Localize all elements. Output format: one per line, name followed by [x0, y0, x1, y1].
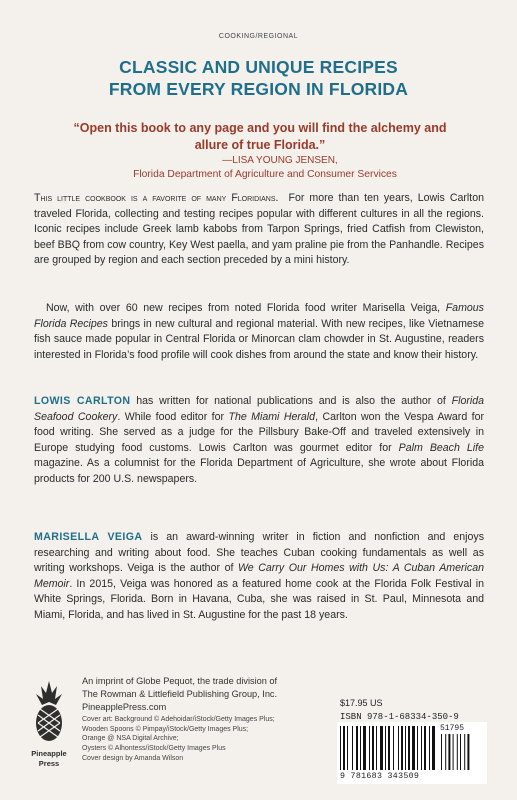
publisher-website: PineapplePress.com: [82, 702, 167, 712]
credit-line: Wooden Spoons © Pimpay/iStock/Getty Images Plus;: [82, 725, 249, 733]
category-label: COOKING/REGIONAL: [218, 33, 299, 40]
credit-line: Cover design by Amanda Wilson: [82, 754, 184, 762]
intro-lead: This little cookbook is a favorite of many Floridians.: [34, 192, 279, 204]
bio-carlton-text-4: magazine. As a columnist for the Florida Department of Agriculture, she wrote about Florida products for 200 U.S. newspapers.: [34, 457, 484, 485]
bio-veiga-book: We Carry Our Homes with Us: A Cuban American Memoir: [34, 562, 484, 590]
bio-carlton-newspaper: The Miami Herald: [228, 410, 316, 423]
barcode-number: 9 781683 343509: [340, 772, 420, 781]
bio-carlton-name: LOWIS CARLTON: [34, 395, 131, 407]
credit-line: Cover art: Background © Adehoidar/iStock/Getty Images Plus;: [82, 716, 275, 723]
bio-carlton-text-1: has written for national publications and is also the author of: [136, 395, 446, 407]
headline: [0, 56, 517, 100]
pull-quote: “Open this book to any page and you will find the alchemy and allure of true Florida.”: [73, 121, 447, 152]
bio-veiga: [34, 530, 484, 624]
bio-veiga-text-2: . In 2015, Veiga was honored as a featured home cook at the Florida Folk Festival in White Springs, Florida. Born in Havana, Cuba, she was raised in St. Paul, Minnesota and Miami, Florida, and has lived in St. Augustine for the past 18 years.: [34, 577, 484, 621]
book-title: Famous Florida Recipes: [34, 302, 484, 330]
logo-text-press: Press: [38, 759, 60, 768]
publisher-line-1: An imprint of Globe Pequot, the trade division of: [82, 676, 278, 686]
bio-carlton-text-2: . While food editor for: [117, 410, 225, 423]
intro-text-2a: Now, with over 60 new recipes from noted Florida food writer Marisella Veiga,: [46, 302, 441, 314]
quote-attribution-name: —LISA YOUNG JENSEN,: [222, 155, 338, 166]
credit-line: Oysters © Alhontess/iStock/Getty Images Plus: [82, 745, 226, 753]
intro-paragraph-1: [34, 191, 484, 269]
pineapple-press-logo: [24, 675, 74, 775]
headline-line-2: FROM EVERY REGION IN FLORIDA: [108, 79, 409, 99]
credit-line: Orange @ NSA Digital Archive;: [82, 735, 179, 743]
bio-carlton-magazine: Palm Beach Life: [398, 441, 484, 454]
logo-text-pineapple: Pineapple: [31, 749, 67, 758]
price-label: $17.95 US: [340, 698, 383, 708]
publisher-line-2: The Rowman & Littlefield Publishing Group, Inc.: [82, 689, 278, 699]
intro-text-1: For more than ten years, Lowis Carlton traveled Florida, collecting and testing recipes popular with different cultures in all the regions. Iconic recipes include Greek lamb kabobs from Tarpon Springs, fried Catfish from Clewiston, beef BBQ from cow country, Key West paella, and yam praline pie from the Panhandle. Recipes are grouped by region and each section preceded by a mini history.: [34, 192, 484, 267]
bio-carlton: [34, 394, 484, 488]
intro-paragraph-2: [34, 301, 484, 363]
intro-text-2b: brings in new cultural and regional material. With new recipes, like Vietnamese fish sauce made popular in Central Florida or Minorcan clam chowder in St. Augustine, readers interested in Florida’s food profile will cook dishes from around the state and know their history.: [34, 317, 484, 361]
bio-carlton-text-3: , Carlton won the Vespa Award for food writing. She served as a judge for the Pillsbury Bake-Off and traveled extensively in Europe studying food customs. Lowis Carlton was gourmet editor for: [34, 410, 485, 454]
bio-carlton-book: Florida Seafood Cookery: [34, 395, 485, 423]
bio-veiga-name: MARISELLA VEIGA: [34, 531, 143, 543]
quote-attribution-affiliation: Florida Department of Agriculture and Consumer Services: [133, 169, 397, 180]
headline-line-1: CLASSIC AND UNIQUE RECIPES: [119, 57, 398, 77]
barcode-addon-number: 51795: [440, 724, 465, 733]
publisher-info: [82, 675, 332, 714]
isbn-label: ISBN 978-1-68334-350-9: [340, 712, 459, 722]
cover-credits: [82, 715, 332, 764]
bio-veiga-text-1: is an award-winning writer in fiction and nonfiction and enjoys researching and writing about food. She teaches Cuban cooking fundamentals as well as writing workshops. Veiga is the author of: [34, 531, 484, 575]
